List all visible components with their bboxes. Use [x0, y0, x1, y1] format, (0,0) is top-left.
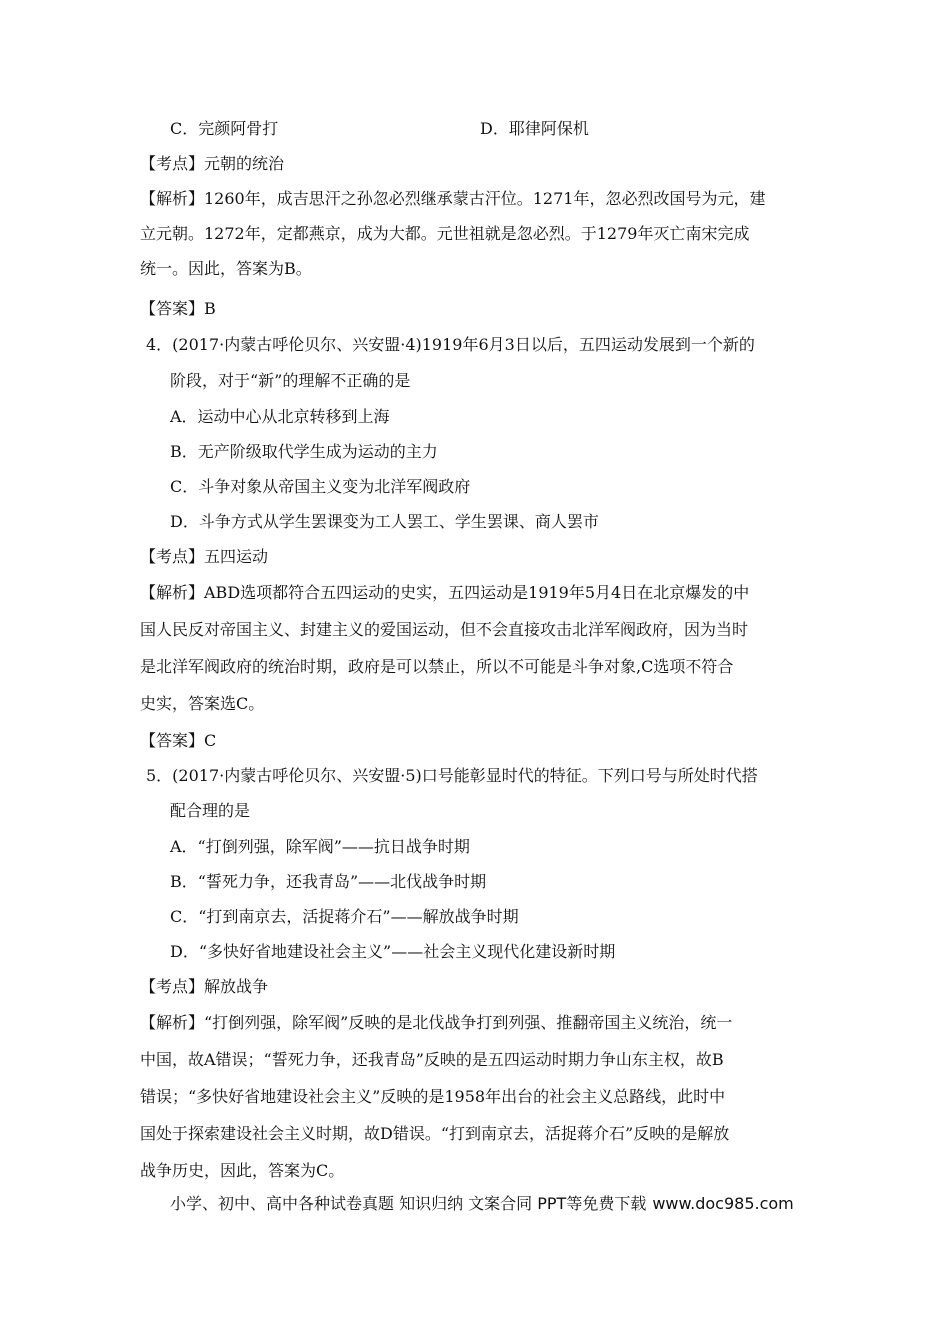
- footer-url[interactable]: www.doc985.com: [652, 1194, 794, 1213]
- q5-stem-line-2: 配合理的是: [170, 801, 251, 820]
- q4-option-c: C．斗争对象从帝国主义变为北洋军阀政府: [170, 477, 471, 496]
- q5-option-d: D．“多快好省地建设社会主义”——社会主义现代化建设新时期: [170, 942, 616, 961]
- q4-stem-line-2: 阶段，对于“新”的理解不正确的是: [170, 371, 411, 390]
- q5-option-c: C．“打到南京去，活捉蒋介石”——解放战争时期: [170, 907, 519, 926]
- q4-option-a: A．运动中心从北京转移到上海: [170, 407, 390, 426]
- q3-option-c: C．完颜阿骨打: [170, 119, 279, 138]
- q5-jiexi-line-5: 战争历史，因此，答案为C。: [140, 1161, 345, 1180]
- page-footer: [170, 1193, 794, 1215]
- q4-jiexi-line-2: 国人民反对帝国主义、封建主义的爱国运动，但不会直接攻击北洋军阀政府，因为当时: [140, 620, 749, 639]
- q4-answer: 【答案】C: [140, 731, 217, 750]
- q5-jiexi-line-1: 【解析】“打倒列强，除军阀”反映的是北伐战争打到列强、推翻帝国主义统治，统一: [140, 1013, 733, 1032]
- q4-option-d: D．斗争方式从学生罢课变为工人罢工、学生罢课、商人罢市: [170, 512, 599, 531]
- q4-option-b: B．无产阶级取代学生成为运动的主力: [170, 442, 438, 461]
- q4-jiexi-line-1: 【解析】ABD选项都符合五四运动的史实，五四运动是1919年5月4日在北京爆发的中: [140, 583, 750, 602]
- q5-stem-line-1: 5．(2017·内蒙古呼伦贝尔、兴安盟·5)口号能彰显时代的特征。下列口号与所处时代搭: [146, 766, 758, 785]
- q3-jiexi-line-1: 【解析】1260年，成吉思汗之孙忽必烈继承蒙古汗位。1271年，忽必烈改国号为元，建: [140, 189, 766, 208]
- q3-jiexi-line-2: 立元朝。1272年，定都燕京，成为大都。元世祖就是忽必烈。于1279年灭亡南宋完成: [140, 224, 750, 243]
- q5-option-b: B．“誓死力争，还我青岛”——北伐战争时期: [170, 872, 487, 891]
- q4-jiexi-line-4: 史实，答案选C。: [140, 694, 265, 713]
- q5-jiexi-line-2: 中国，故A错误；“誓死力争，还我青岛”反映的是五四运动时期力争山东主权，故B: [140, 1050, 724, 1069]
- q3-jiexi-line-3: 统一。因此，答案为B。: [140, 259, 312, 278]
- q5-option-a: A．“打倒列强，除军阀”——抗日战争时期: [170, 837, 470, 856]
- q4-stem-line-1: 4．(2017·内蒙古呼伦贝尔、兴安盟·4)1919年6月3日以后，五四运动发展到一个新的: [146, 335, 755, 354]
- footer-text: 小学、初中、高中各种试卷真题 知识归纳 文案合同 PPT等免费下载: [170, 1194, 647, 1213]
- q5-kaodian: 【考点】解放战争: [140, 977, 269, 996]
- q4-kaodian: 【考点】五四运动: [140, 547, 269, 566]
- q5-jiexi-line-4: 国处于探索建设社会主义时期，故D错误。“打到南京去，活捉蒋介石”反映的是解放: [140, 1124, 730, 1143]
- q4-jiexi-line-3: 是北洋军阀政府的统治时期，政府是可以禁止，所以不可能是斗争对象,C选项不符合: [140, 657, 734, 676]
- q3-option-d: D．耶律阿保机: [480, 119, 589, 138]
- q3-answer: 【答案】B: [140, 299, 216, 318]
- q3-kaodian: 【考点】元朝的统治: [140, 154, 285, 173]
- q5-jiexi-line-3: 错误；“多快好省地建设社会主义”反映的是1958年出台的社会主义总路线，此时中: [140, 1087, 726, 1106]
